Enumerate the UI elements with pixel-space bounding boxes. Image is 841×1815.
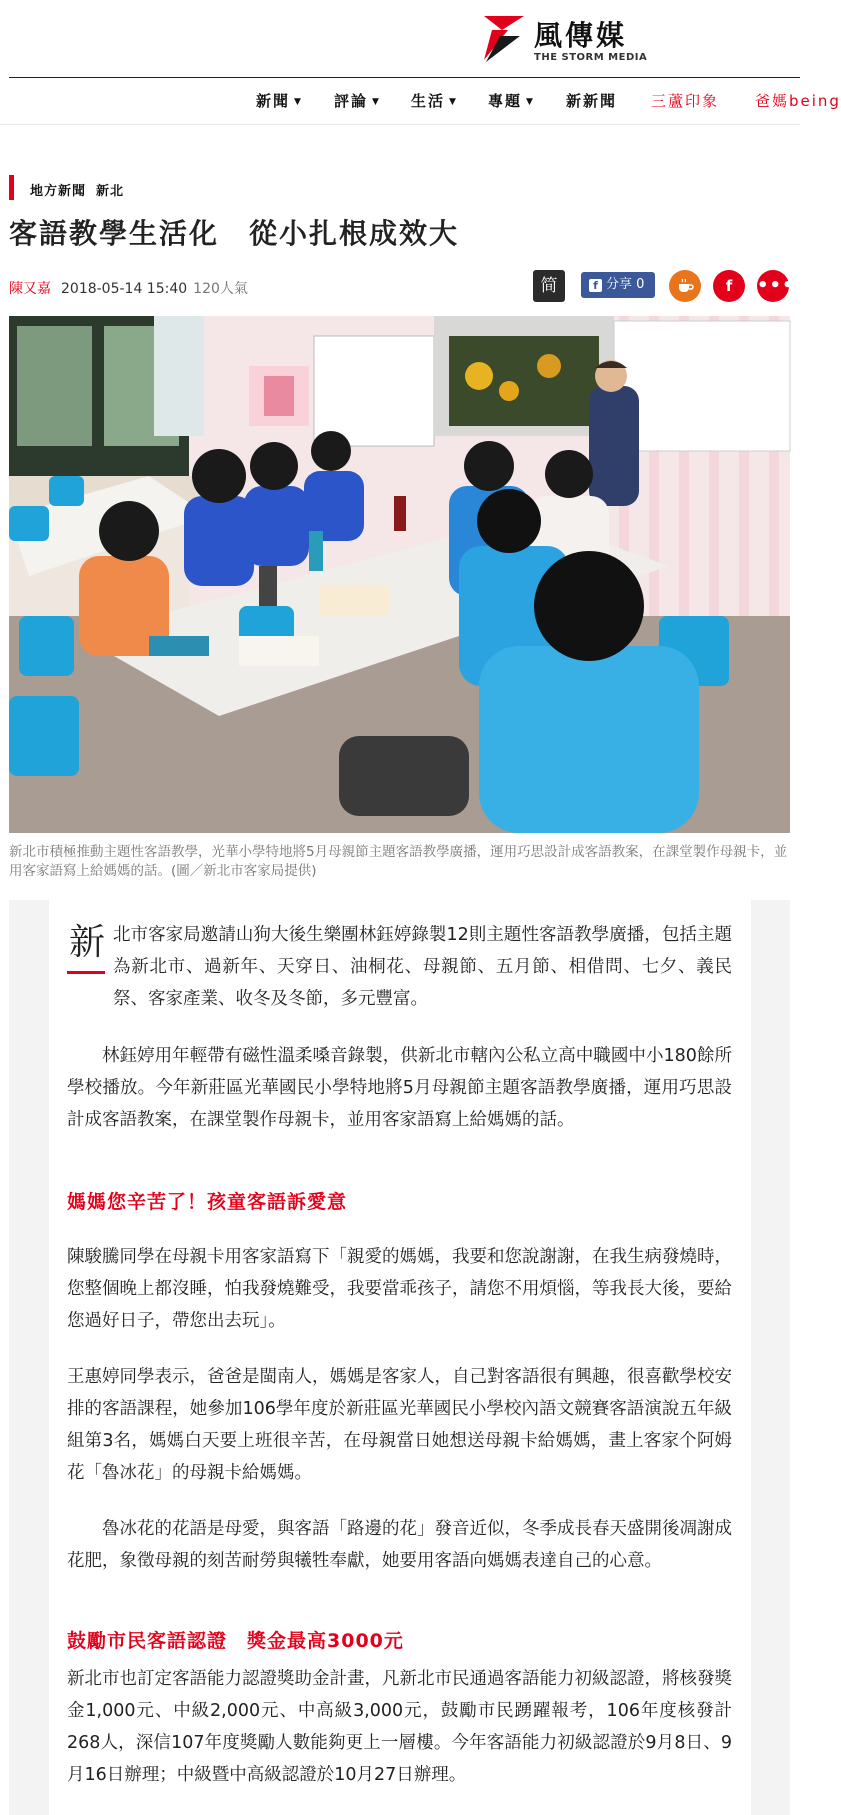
facebook-icon: f <box>725 277 733 295</box>
nav-item-life[interactable] <box>411 90 458 111</box>
chevron-down-icon: ▼ <box>372 97 381 107</box>
author-link[interactable]: 陳又嘉 <box>9 281 51 297</box>
nav-item-news[interactable] <box>256 90 303 111</box>
article-photo <box>9 316 790 833</box>
chevron-down-icon: ▼ <box>294 97 303 107</box>
paragraph: 北市客家局邀請山狗大後生樂團林鈺婷錄製12則主題性客語教學廣播，包括主題為新北市、過新年、天穿日、油桐花、母親節、五月節、相借問、七夕、義民祭、客家產業、收冬及冬節，多元豐富。 <box>113 925 732 1009</box>
facebook-icon: f <box>589 279 602 292</box>
article-meta <box>9 278 248 298</box>
coffee-cup-icon <box>676 277 694 295</box>
nav-item-sanlu[interactable] <box>651 90 719 111</box>
view-count: 120人氣 <box>193 281 248 297</box>
publish-date: 2018-05-14 15:40 <box>61 281 188 297</box>
photo-caption: 新北市積極推動主題性客語教學，光華小學特地將5月母親節主題客語教學廣播，運用巧思設計成客語教案，在課堂製作母親卡，並用客家語寫上給媽媽的話。(圖／新北市客家局提供) <box>9 844 788 879</box>
nav-label: 新聞 <box>256 92 291 110</box>
nav-label: 三蘆印象 <box>651 92 720 110</box>
category-marker <box>9 175 14 200</box>
classroom-photo-image <box>9 316 790 833</box>
section-subheading: 鼓勵市民客語認證 獎金最高3000元 <box>67 1630 404 1652</box>
coffee-button[interactable] <box>669 270 701 302</box>
paragraph: 王惠婷同學表示，爸爸是閩南人，媽媽是客家人，自己對客語很有興趣，很喜歡學校安排的客語課程，她參加106學年度於新莊區光華國民小學校內語文競賽客語演說五年級組第3名，媽媽白天要上班很辛苦，在母親當日她想送母親卡給媽媽，畫上客家个阿姆花「魯冰花」的母親卡給媽媽。 <box>67 1367 732 1483</box>
nav-label: 評論 <box>334 92 369 110</box>
article-title: 客語教學生活化 從小扎根成效大 <box>9 217 460 250</box>
site-header <box>0 0 800 80</box>
category-link[interactable]: 新北 <box>96 184 125 199</box>
site-logo[interactable] <box>478 12 648 68</box>
paragraph: 林鈺婷用年輕帶有磁性溫柔嗓音錄製，供新北市轄內公私立高中職國中小180餘所學校播放。今年新莊區光華國民小學特地將5月母親節主題客語教學廣播，運用巧思設計成客語教案，在課堂製作母親卡，並用客家語寫上給媽媽的話。 <box>67 1046 732 1130</box>
dropcap-underline <box>67 971 105 974</box>
section-subheading: 媽媽您辛苦了！孩童客語訴愛意 <box>67 1191 348 1213</box>
nav-label: 新新聞 <box>566 92 618 110</box>
nav-divider <box>0 124 800 125</box>
chevron-down-icon: ▼ <box>526 97 535 107</box>
paragraph: 魯冰花的花語是母愛，與客語「路邊的花」發音近似，冬季成長春天盛開後凋謝成花肥，象徵母親的刻苦耐勞與犧牲奉獻，她要用客語向媽媽表達自己的心意。 <box>67 1519 732 1571</box>
facebook-share-button[interactable] <box>581 272 655 298</box>
nav-label: 專題 <box>488 92 523 110</box>
nav-item-parents[interactable] <box>755 90 841 111</box>
brand-name: 風傳媒 <box>534 19 628 52</box>
nav-label: 爸媽being <box>755 92 841 110</box>
chevron-down-icon: ▼ <box>449 97 458 107</box>
breadcrumb <box>30 180 124 199</box>
paragraph: 陳駿騰同學在母親卡用客家語寫下「親愛的媽媽，我要和您說謝謝，在我生病發燒時，您整個晚上都沒睡，怕我發燒難受，我要當乖孩子，請您不用煩惱，等我長大後，要給您過好日子，帶您出去玩」。 <box>67 1247 732 1331</box>
paragraph: 新北市也訂定客語能力認證獎助金計畫，凡新北市民通過客語能力初級認證，將核發獎金1,000元、中級2,000元、中高級3,000元，鼓勵市民踴躍報考，106年度核發計268人，深信107年度獎勵人數能夠更上一層樓。今年客語能力初級認證於9月8日、9月16日辦理；中級暨中高級認證於10月27日辦理。 <box>67 1669 732 1785</box>
dropcap-letter: 新 <box>68 922 105 963</box>
header-divider <box>9 77 800 78</box>
nav-item-new-news[interactable] <box>566 90 617 111</box>
more-button[interactable] <box>757 270 795 302</box>
facebook-button[interactable] <box>713 270 745 302</box>
nav-item-features[interactable] <box>488 90 535 111</box>
nav-item-opinion[interactable] <box>334 90 381 111</box>
category-link[interactable]: 地方新聞 <box>30 184 87 199</box>
simplified-chinese-button[interactable]: 简 <box>533 270 565 302</box>
share-label: 分享 0 <box>606 277 645 292</box>
brand-subtitle: THE STORM MEDIA <box>534 52 648 63</box>
more-dots-icon: ••• <box>757 275 795 296</box>
main-nav <box>0 86 841 116</box>
nav-label: 生活 <box>411 92 446 110</box>
storm-logo-icon <box>478 12 526 64</box>
